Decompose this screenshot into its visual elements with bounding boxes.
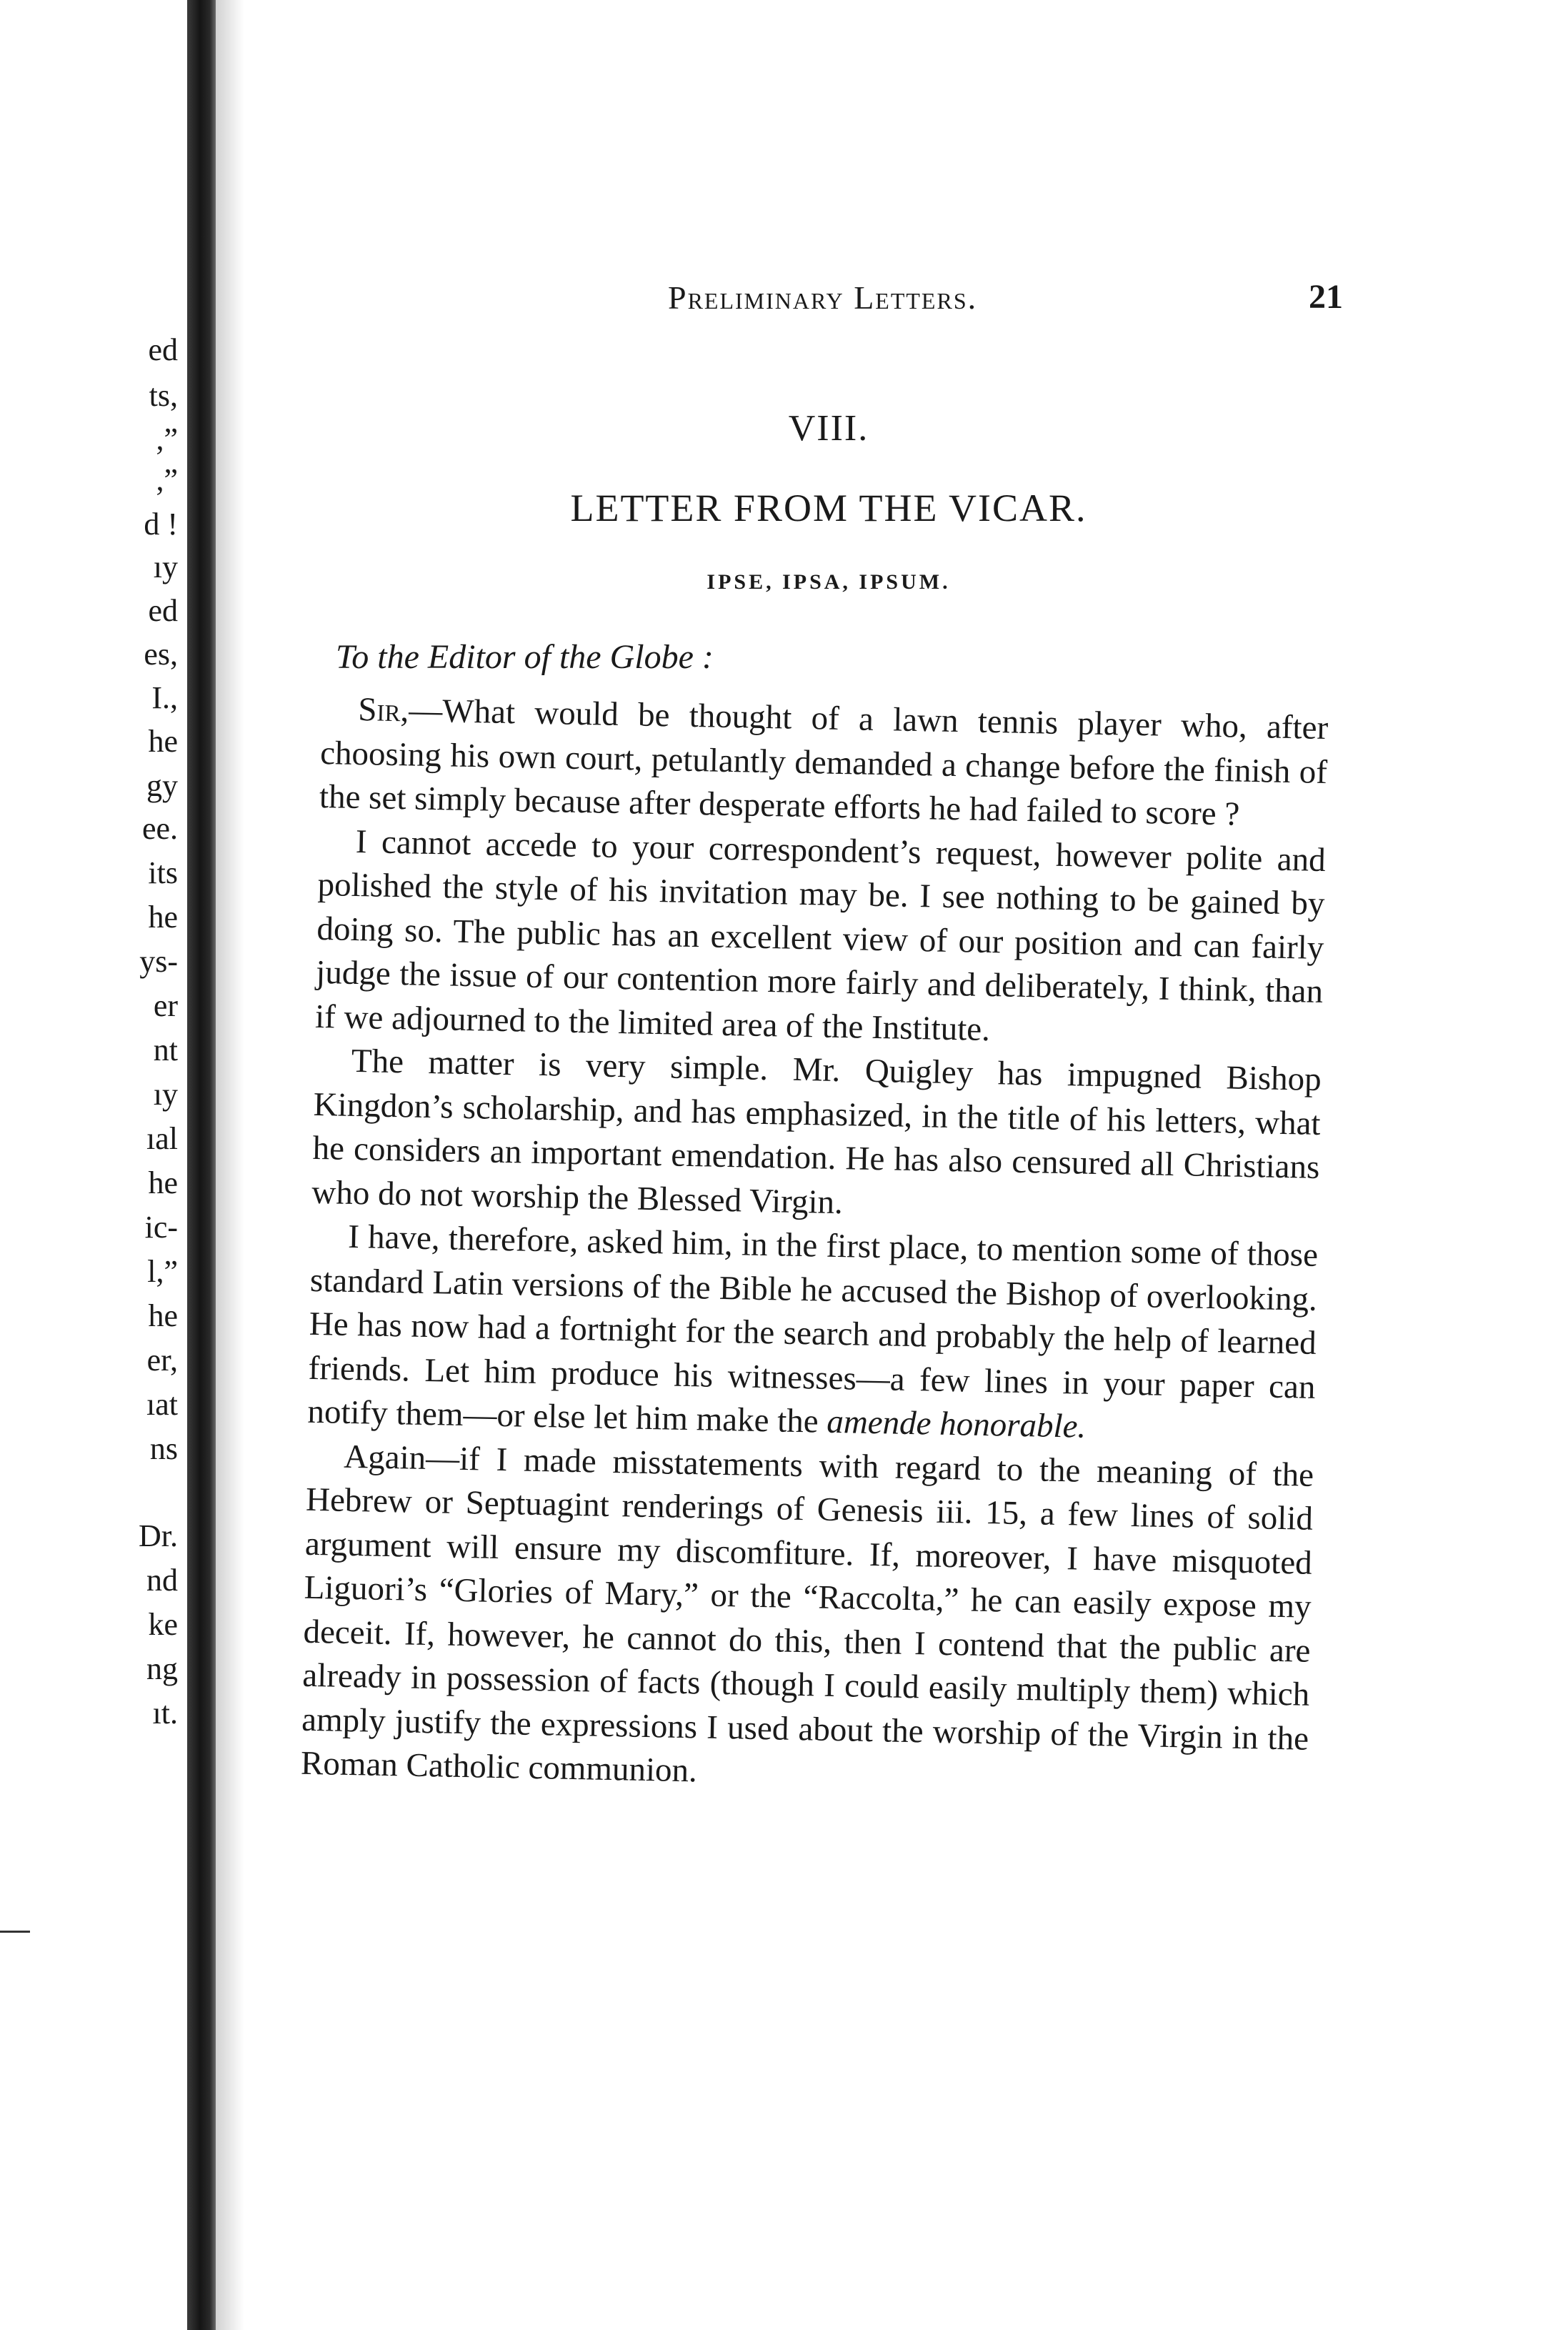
fragment-text: er [153, 988, 178, 1023]
fragment-text: ee. [141, 811, 178, 846]
opening-word: Sir, [357, 690, 409, 730]
footnote-rule [0, 1931, 30, 1933]
fragment-text: ts, [149, 378, 178, 413]
italic-phrase: amende honorable. [826, 1403, 1087, 1445]
fragment-text: ng [146, 1651, 178, 1686]
fragment-text: ed [148, 332, 178, 367]
letter-number: VIII. [788, 408, 869, 449]
fragment-text: ıal [146, 1121, 178, 1156]
fragment-text: ıy [153, 549, 178, 584]
fragment-text: he [148, 1298, 178, 1333]
fragment-text: l,” [147, 1254, 178, 1289]
previous-page-fragment [0, 0, 182, 2330]
fragment-text: ıat [146, 1387, 178, 1422]
paragraph [307, 1215, 1319, 1454]
paragraph: I cannot accede to your correspondent’s request, however polite and polished the style of his invitation may be. I see nothing to be gained by doing so. The public has an excellent view of our position and can fairly judge the issue of our contention more fairly and deliberately, I think, than if we adjourned to the limited area of the Institute. [314, 822, 1327, 1048]
letter-title: LETTER FROM THE VICAR. [570, 487, 1087, 529]
book-gutter [187, 0, 216, 2330]
salutation: To the Editor of the Globe : [336, 638, 714, 676]
paragraph: The matter is very simple. Mr. Quigley has impugned Bishop Kingdon’s scholarship, and has emphasized, in the title of his letters, what he considers an important emendation. He has also censured all Christians who do not worship the Blessed Virgin. [311, 1042, 1322, 1221]
letter-body [300, 687, 1328, 1805]
fragment-text: ed [148, 593, 178, 628]
paragraph-text: I have, therefore, asked him, in the first place, to mention some of those standard Latin versions of the Bible he accused the Bishop of overlooking. He has now had a fortnight for the search and probably the help of learned friends. Let him produce his witnesses—a few lines in your paper can notify them—or else let him make the [307, 1218, 1319, 1440]
fragment-text: er, [146, 1343, 178, 1378]
letter-subtitle: IPSE, IPSA, IPSUM. [706, 570, 951, 594]
fragment-text: ,” [156, 462, 178, 497]
fragment-text: he [148, 724, 178, 759]
fragment-text: ke [148, 1607, 178, 1642]
fragment-text: ys- [139, 944, 178, 979]
fragment-text: ıt. [152, 1696, 178, 1731]
fragment-text: es, [144, 637, 178, 672]
page-number: 21 [1309, 278, 1343, 316]
running-title: Preliminary Letters. [668, 279, 978, 316]
fragment-text: he [148, 900, 178, 935]
fragment-text: d ! [144, 507, 178, 542]
running-head [314, 272, 1343, 322]
fragment-text: ıy [153, 1077, 178, 1112]
fragment-text: ,” [156, 422, 178, 457]
paragraph [319, 687, 1328, 839]
fragment-text: nt [153, 1032, 178, 1067]
fragment-text: gy [146, 768, 178, 803]
fragment-text: its [148, 855, 178, 890]
fragment-text: ns [149, 1431, 178, 1466]
gutter-shadow [216, 0, 244, 2330]
fragment-text: ic- [144, 1210, 178, 1245]
paragraph: Again—if I made misstatements with regard to the meaning of the Hebrew or Septuagint renderings of Genesis iii. 15, a few lines of solid argument will ensure my discomfiture. If, moreover, I have misquoted Liguori’s “Glories of Mary,” or the “Raccolta,” he can easily expose my deceit. If, however, he cannot do this, then I contend that the public are already in possession of facts (though I could easily multiply them) which amply justify the expressions I used about the worship of the Virgin in the Roman Catholic communion. [300, 1438, 1314, 1790]
fragment-text: I., [151, 680, 178, 715]
fragment-text: Dr. [139, 1518, 178, 1553]
fragment-text: nd [146, 1563, 178, 1598]
fragment-text: he [148, 1165, 178, 1200]
paragraph-text: —What would be thought of a lawn tennis player who, after choosing his own court, petulantly demanded a change before the finish of the set simply because after desperate efforts he had failed to score ? [319, 692, 1329, 833]
